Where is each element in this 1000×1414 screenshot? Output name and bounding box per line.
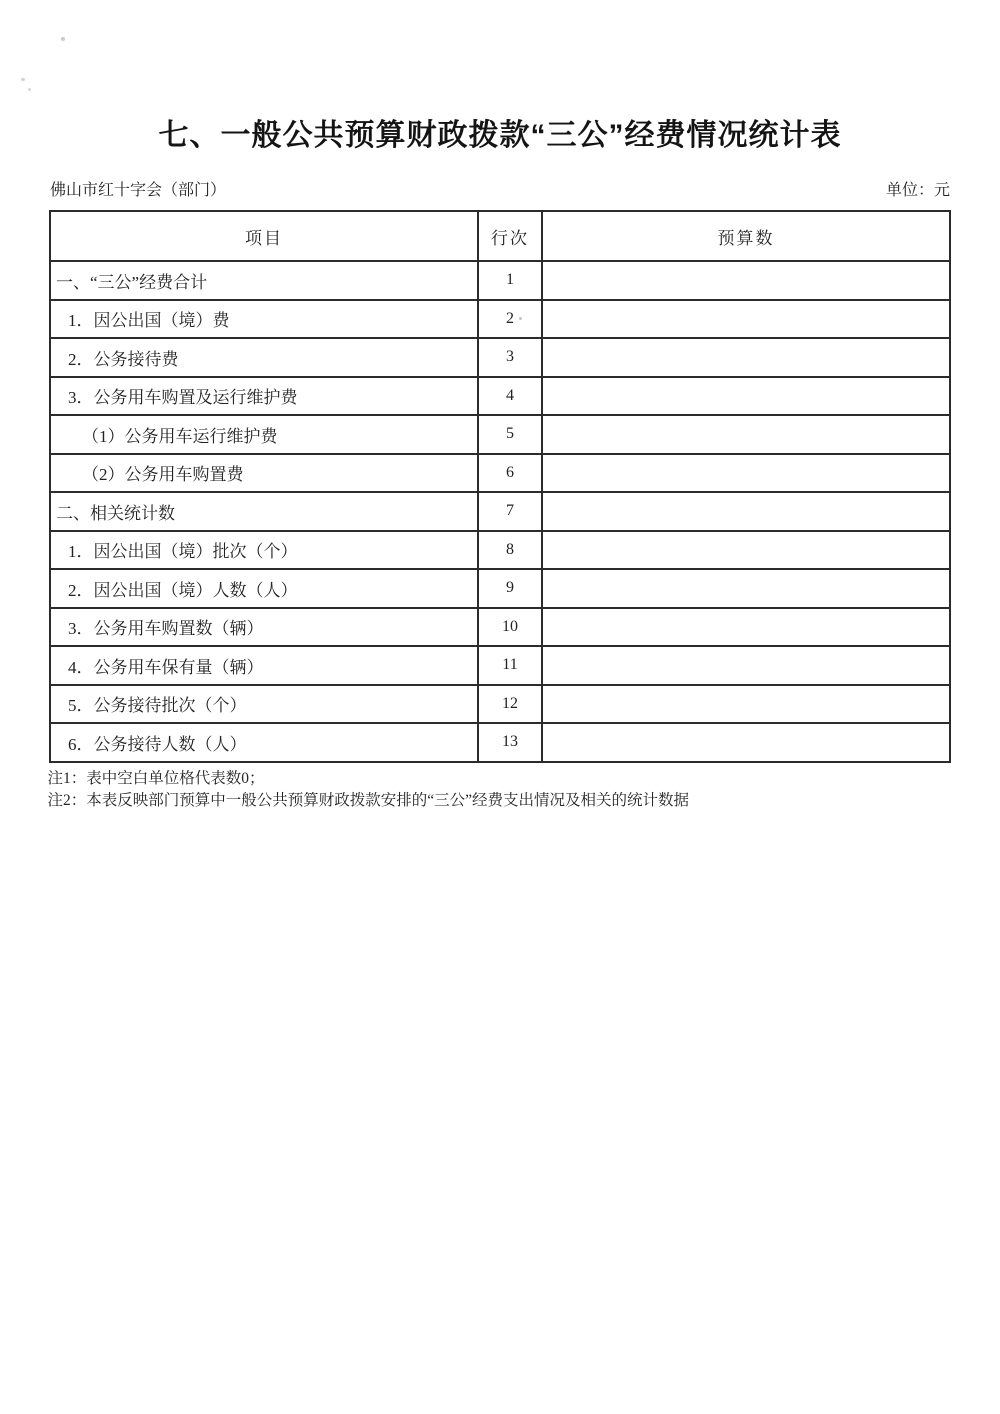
table-row [50,415,950,454]
item-label: 3．公务用车购置数（辆） [50,608,478,647]
line-number: 11 [478,646,542,685]
item-label: 1．因公出国（境）费 [50,300,478,339]
budget-value [542,492,950,531]
budget-value [542,415,950,454]
item-label: 2．因公出国（境）人数（人） [50,569,478,608]
budget-value [542,300,950,339]
line-number: 3 [478,338,542,377]
item-label: 2．公务接待费 [50,338,478,377]
note-1: 注1：表中空白单位格代表数0； [47,769,265,787]
line-number: 7 [478,492,542,531]
table-row [50,492,950,531]
col-header-item: 项目 [50,211,478,261]
line-number: 5 [478,415,542,454]
budget-value [542,261,950,300]
budget-value [542,377,950,416]
item-label: 3．公务用车购置及运行维护费 [50,377,478,416]
note-2: 注2：本表反映部门预算中一般公共预算财政拨款安排的“三公”经费支出情况及相关的统计数据 [47,792,690,809]
page-title: 七、一般公共预算财政拨款“三公”经费情况统计表 [158,119,842,152]
table-row [50,338,950,377]
item-label: 5．公务接待批次（个） [50,685,478,724]
budget-value [542,723,950,762]
line-number: 1 [478,261,542,300]
footnotes [48,768,953,813]
line-number: 12 [478,685,542,724]
scan-speck [519,317,522,320]
table-meta [50,181,950,201]
line-number: 10 [478,608,542,647]
table-row [50,723,950,762]
line-number: 6 [478,454,542,493]
table-row [50,531,950,570]
line-number: 13 [478,723,542,762]
item-label: （2）公务用车购置费 [50,454,478,493]
line-number: 4 [478,377,542,416]
table-row [50,608,950,647]
budget-value [542,569,950,608]
budget-value [542,338,950,377]
budget-table [49,210,951,763]
table-row [50,261,950,300]
table-row [50,569,950,608]
budget-value [542,454,950,493]
scan-speck [61,37,65,41]
scan-speck [28,88,31,91]
col-header-line: 行次 [478,211,542,261]
scan-speck [21,78,25,81]
line-number: 8 [478,531,542,570]
table-row [50,300,950,339]
col-header-budget: 预算数 [542,211,950,261]
item-label: 二、相关统计数 [50,492,478,531]
budget-value [542,531,950,570]
table-row [50,454,950,493]
budget-value [542,685,950,724]
budget-value [542,608,950,647]
line-number: 9 [478,569,542,608]
item-label: 一、“三公”经费合计 [50,261,478,300]
header-row [50,211,950,261]
item-label: 6．公务接待人数（人） [50,723,478,762]
item-label: 4．公务用车保有量（辆） [50,646,478,685]
table-row [50,646,950,685]
unit-label: 单位：元 [885,182,950,199]
item-label: 1．因公出国（境）批次（个） [50,531,478,570]
table-row [50,377,950,416]
table-row [50,685,950,724]
org-name: 佛山市红十字会（部门） [50,182,227,199]
item-label: （1）公务用车运行维护费 [50,415,478,454]
line-number: 2 [478,300,542,339]
budget-value [542,646,950,685]
